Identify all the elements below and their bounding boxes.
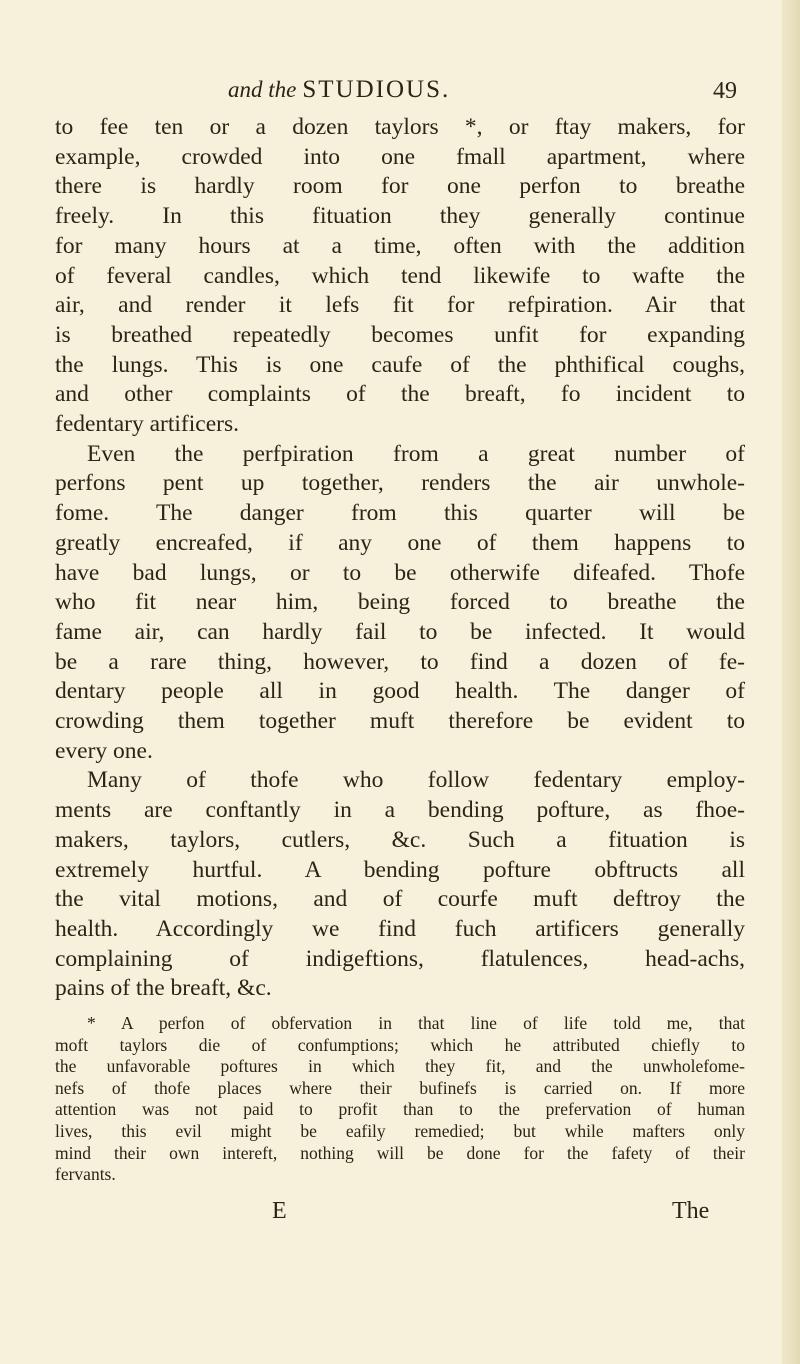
- footnote-line: moft taylors die of confumptions; which he attributed chiefly to: [55, 1034, 745, 1055]
- text-line: Even the perfpiration from a great number of: [87, 440, 745, 467]
- text-line: perfons pent up together, renders the air unwhole-: [55, 470, 745, 497]
- text-line: for many hours at a time, often with the addition: [55, 232, 745, 259]
- running-head-title: STUDIOUS.: [302, 76, 451, 103]
- page-edge: [782, 0, 800, 1364]
- text-line: there is hardly room for one perfon to breathe: [55, 173, 745, 200]
- footnote-line: * A perfon of obfervation in that line of life told me, that: [87, 1013, 745, 1033]
- text-line: Many of thofe who follow fedentary employ-: [87, 767, 745, 794]
- running-head-italic: and the: [228, 77, 297, 102]
- footnote-line: lives, this evil might be eafily remedied; but while mafters only: [55, 1120, 745, 1141]
- text-line: dentary people all in good health. The danger of: [55, 678, 745, 705]
- text-line: pains of the breaft, &c.: [55, 975, 272, 1002]
- text-line: freely. In this fituation they generally continue: [55, 203, 745, 230]
- text-line: is breathed repeatedly becomes unfit for expanding: [55, 321, 745, 348]
- signature-mark: E: [272, 1198, 287, 1224]
- text-line: air, and render it lefs fit for refpiration. Air that: [55, 292, 745, 319]
- text-line: complaining of indigeftions, flatulences, head-achs,: [55, 945, 745, 972]
- text-line: every one.: [55, 737, 153, 764]
- text-line: extremely hurtful. A bending pofture obftructs all: [55, 856, 745, 883]
- footnote-line: fervants.: [55, 1164, 116, 1185]
- text-line: of feveral candles, which tend likewife to wafte the: [55, 262, 745, 289]
- text-line: and other complaints of the breaft, fo incident to: [55, 381, 745, 408]
- footnote: [55, 1013, 745, 1186]
- footnote-line: nefs of thofe places where their bufinefs is carried on. If more: [55, 1077, 745, 1098]
- footnote-line: attention was not paid to profit than to the prefervation of human: [55, 1099, 745, 1120]
- footnote-line: the unfavorable poftures in which they fit, and the unwholefome-: [55, 1056, 745, 1077]
- text-line: to fee ten or a dozen taylors *, or ftay makers, for: [55, 114, 745, 140]
- text-line: fame air, can hardly fail to be infected. It would: [55, 618, 745, 645]
- text-line: fedentary artificers.: [55, 411, 239, 438]
- catchword: The: [672, 1198, 710, 1224]
- text-line: who fit near him, being forced to breathe the: [55, 589, 745, 616]
- text-line: makers, taylors, cutlers, &c. Such a fituation is: [55, 826, 745, 853]
- text-line: ments are conftantly in a bending pofture, as fhoe-: [55, 797, 745, 824]
- body-text: [55, 113, 745, 1004]
- text-line: fome. The danger from this quarter will be: [55, 500, 745, 527]
- page-header: [0, 76, 800, 112]
- text-line: be a rare thing, however, to find a dozen of fe-: [55, 648, 745, 675]
- text-line: crowding them together muft therefore be evident to: [55, 708, 745, 735]
- page-number: 49: [713, 78, 737, 104]
- text-line: greatly encreafed, if any one of them happens to: [55, 529, 745, 556]
- text-line: the lungs. This is one caufe of the phthifical coughs,: [55, 351, 745, 378]
- text-line: the vital motions, and of courfe muft deftroy the: [55, 886, 745, 913]
- running-head: [228, 76, 450, 104]
- text-line: health. Accordingly we find fuch artificers generally: [55, 915, 745, 942]
- text-line: example, crowded into one fmall apartment, where: [55, 143, 745, 170]
- text-line: have bad lungs, or to be otherwife difeafed. Thofe: [55, 559, 745, 586]
- footnote-line: mind their own intereft, nothing will be done for the fafety of their: [55, 1142, 745, 1163]
